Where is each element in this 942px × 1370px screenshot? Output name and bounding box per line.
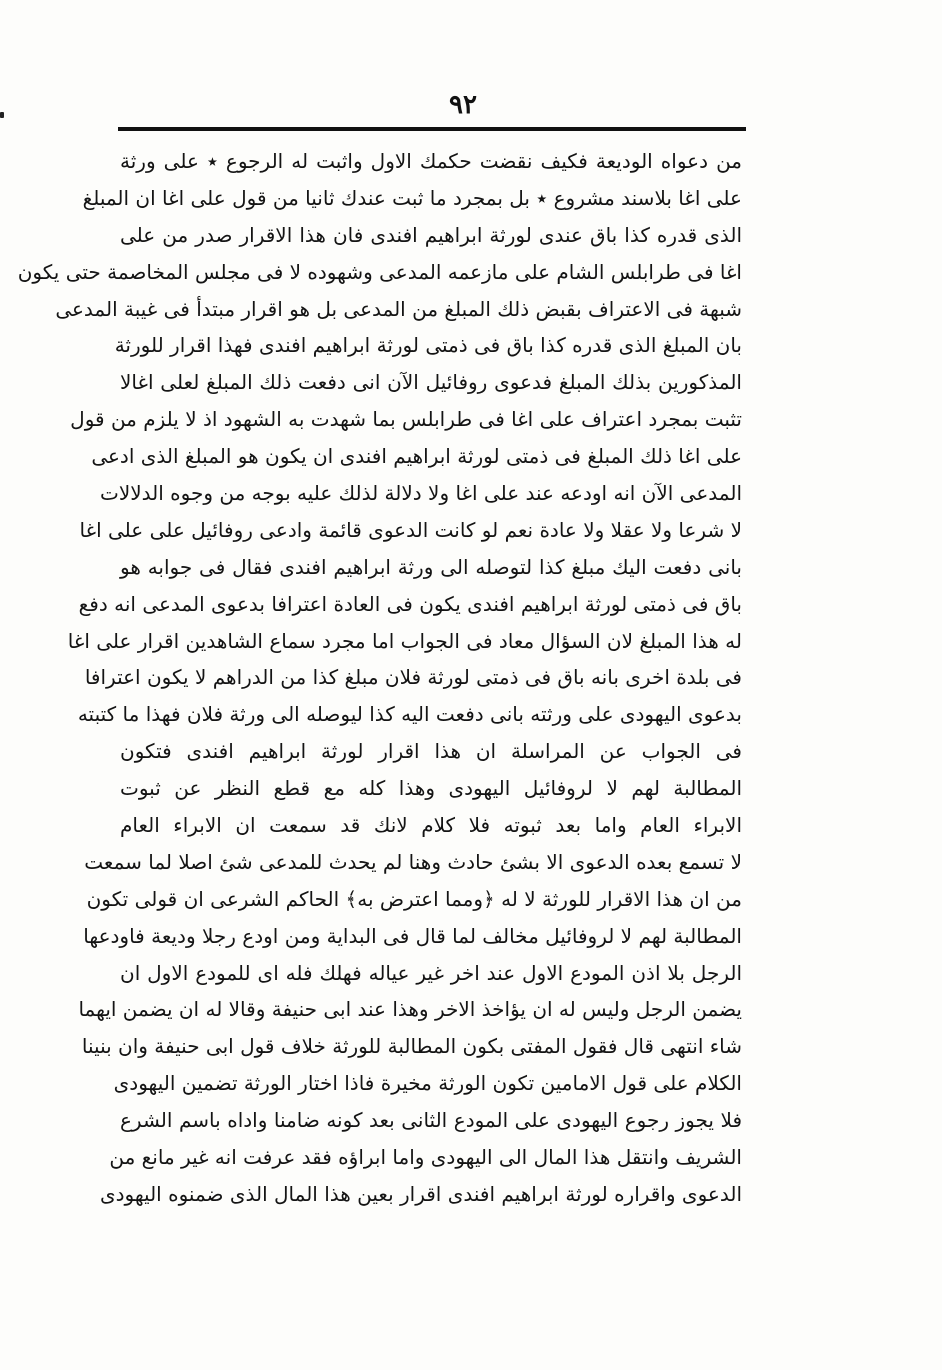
header-rule (118, 127, 746, 131)
body-text (17, 143, 742, 1213)
text-line: بدعوى اليهودى على ورثته بانى دفعت اليه كذا ليوصله الى ورثة فلان فهذا ما كتبته (77, 702, 742, 727)
page-number: ٩٢ (449, 90, 477, 120)
text-line: على اغا ذلك المبلغ فى ذمتى لورثة ابراهيم افندى ان يكون هو المبلغ الذى ادعى (91, 444, 742, 469)
text-line: الذى قدره كذا باق عندى لورثة ابراهيم افندى فان هذا الاقرار صدر من على (120, 222, 742, 247)
text-line: المطالبة لهم لا لروفائيل مخالف لما قال فى البداية ومن اودع رجلا وديعة فاودعها (83, 923, 742, 948)
text-line: المذكورين بذلك المبلغ فدعوى روفائيل الآن انى دفعت ذلك المبلغ لعلى اغالا (120, 370, 742, 395)
text-line: لا شرعا ولا عقلا ولا عادة نعم لو كانت الدعوى قائمة وادعى روفائيل على على اغا (79, 517, 742, 542)
text-line: على اغا بلاسند مشروع ٭ بل بمجرد ما ثبت عندك ثانيا من قول على اغا ان المبلغ (82, 185, 742, 210)
text-line: الدعوى واقراره لورثة ابراهيم افندى اقرار بعين هذا المال الذى ضمنوه اليهودى (99, 1181, 742, 1206)
text-line: الرجل بلا اذن المودع الاول عند اخر غير عياله فهلك فله اى للمودع الاول ان (120, 960, 742, 985)
text-line: من ان هذا الاقرار للورثة لا له ﴿ومما اعترض به﴾ الحاكم الشرعى ان قولى تكون (86, 886, 742, 911)
text-line: الابراء العام واما بعد ثبوته فلا كلام لانك قد سمعت ان الابراء العام (120, 813, 742, 838)
text-line: فلا يجوز رجوع اليهودى على المودع الثانى بعد كونه ضامنا واداه باسم الشرع (120, 1108, 742, 1133)
text-line: المدعى الآن انه اودعه عند على اغا ولا دلالة لذلك عليه بوجه من وجوه الدلالات (100, 481, 742, 506)
text-line: لا تسمع بعده الدعوى الا بشئ حادث وهنا لم يحدث للمدعى شئ اصلا لما سمعت (84, 849, 742, 874)
text-line: يضمن الرجل وليس له ان يؤاخذ الاخر وهذا عند ابى حنيفة وقالا له ان يضمن ايهما (78, 997, 742, 1022)
text-line: المطالبة لهم لا لروفائيل اليهودى وهذا كله مع قطع النظر عن ثبوت (120, 776, 742, 801)
text-line: الكلام على قول الامامين تكون الورثة مخيرة فاذا اختار الورثة تضمين اليهودى (113, 1071, 742, 1096)
text-line: بانى دفعت اليك مبلغ كذا لتوصله الى ورثة ابراهيم افندى فقال فى جوابه هو (120, 554, 742, 579)
text-line: شبهة فى الاعتراف بقبض ذلك المبلغ من المدعى بل هو اقرار مبتدأ فى غيبة المدعى (55, 296, 742, 321)
text-line: باق فى ذمتى لورثة ابراهيم افندى يكون فى العادة اعترافا بدعوى المدعى انه دفع (78, 591, 742, 616)
text-line: له هذا المبلغ لان السؤال معاد فى الجواب اما مجرد سماع الشاهدين اقرار على اغا (67, 628, 742, 653)
text-line: من دعواه الوديعة فكيف نقضت حكمك الاول واثبت له الرجوع ٭ على ورثة (120, 149, 742, 173)
text-line: بان المبلغ الذى قدره كذا باق فى ذمتى لورثة ابراهيم افندى فهذا اقرار للورثة (114, 333, 742, 358)
text-line: شاء انتهى قال فقول المفتى بكون المطالبة للورثة خلاف قول ابى حنيفة وان بنينا (81, 1034, 742, 1059)
text-line: اغا فى طرابلس الشام على مازعمه المدعى وشهوده لا فى مجلس المخاصمة حتى يكون (17, 259, 742, 284)
text-line: فى الجواب عن المراسلة ان هذا اقرار لورثة ابراهيم افندى فتكون (120, 739, 742, 764)
text-line: الشريف وانتقل هذا المال الى اليهودى واما ابراؤه فقد عرفت انه غير مانع من (109, 1145, 742, 1170)
text-line: تثبت بمجرد اعتراف على اغا فى طرابلس بما شهدت به الشهود اذ لا يلزم من قول (70, 407, 742, 432)
text-line: فى بلدة اخرى بانه باق فى ذمتى لورثة فلان مبلغ كذا من الدراهم لا يكون اعترافا (84, 665, 742, 690)
